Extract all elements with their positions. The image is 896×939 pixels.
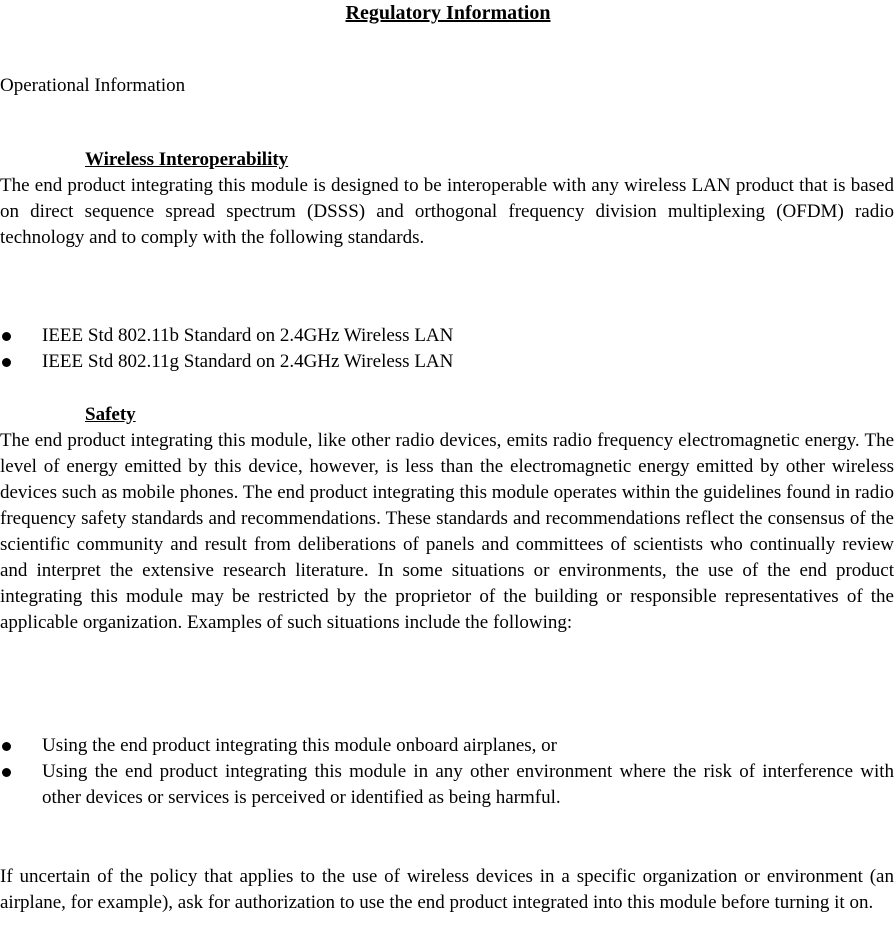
- list-item-text: Using the end product integrating this module onboard airplanes, or: [42, 735, 557, 756]
- bullet-icon: [2, 358, 11, 367]
- list-item-text: IEEE Std 802.11b Standard on 2.4GHz Wireless LAN: [42, 325, 454, 346]
- bullet-icon: [2, 742, 11, 751]
- bullet-icon: [2, 332, 11, 341]
- wireless-paragraph: The end product integrating this module is designed to be interoperable with any wireless LAN product that is based on direct sequence spread spectrum (DSSS) and orthogonal frequency division multiplexing (OFDM) radio technology and to comply with the following standards.: [0, 175, 894, 248]
- list-item: [0, 349, 894, 375]
- list-item: [0, 759, 894, 811]
- page-title: Regulatory Information: [345, 2, 551, 24]
- list-item-text: IEEE Std 802.11g Standard on 2.4GHz Wireless LAN: [42, 351, 454, 372]
- wireless-heading: Wireless Interoperability: [85, 149, 289, 170]
- list-item-text: Using the end product integrating this module in any other environment where the risk of interference with other devices or services is perceived or identified as being harmful.: [42, 761, 894, 808]
- examples-list: [0, 733, 894, 811]
- section-heading: Operational Information: [0, 75, 186, 96]
- closing-paragraph: If uncertain of the policy that applies to the use of wireless devices in a specific organization or environment (an airplane, for example), ask for authorization to use the end product integrated into this module before turning it on.: [0, 866, 894, 913]
- safety-paragraph: The end product integrating this module, like other radio devices, emits radio frequency electromagnetic energy. The level of energy emitted by this device, however, is less than the electromagnetic energy emitted by other wireless devices such as mobile phones. The end product integrating this module operates within the guidelines found in radio frequency safety standards and recommendations. These standards and recommendations reflect the consensus of the scientific community and result from deliberations of panels and committees of scientists who continually review and interpret the extensive research literature. In some situations or environments, the use of the end product integrating this module may be restricted by the proprietor of the building or responsible representatives of the applicable organization. Examples of such situations include the following:: [0, 430, 894, 633]
- list-item: [0, 323, 894, 349]
- bullet-icon: [2, 768, 11, 777]
- standards-list: [0, 323, 894, 375]
- safety-heading: Safety: [85, 404, 136, 425]
- list-item: [0, 733, 894, 759]
